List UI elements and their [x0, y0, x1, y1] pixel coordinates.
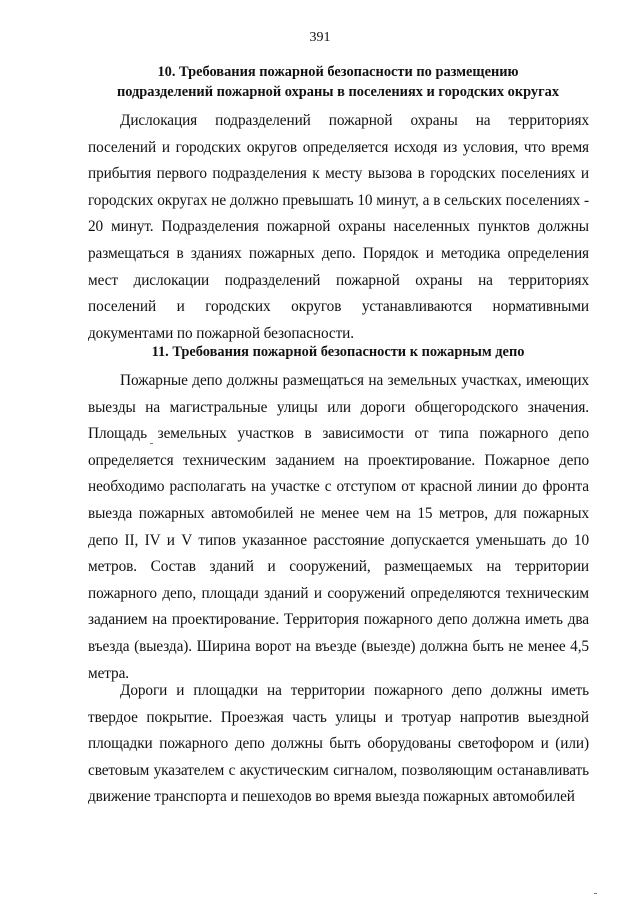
section-10-paragraph: Дислокация подразделений пожарной охраны на территориях поселений и городских округов определяется исходя из условия, что время прибытия первого подразделения к месту вызова в городских поселениях и городских округах не должно превышать 10 минут, а в сельских поселениях - 20 минут. Подразделения пожарной охраны населенных пунктов должны размещаться в зданиях пожарных депо. Порядок и методика определения мест дислокации подразделений пожарной охраны на территориях поселений и городских округов устанавливаются нормативными документами по пожарной безопасности.: [88, 112, 589, 342]
section-10-heading: [88, 62, 588, 102]
section-11-paragraph-2: Дороги и площадки на территории пожарного депо должны иметь твердое покрытие. Проезжая часть улицы и тротуар напротив выездной площадки пожарного депо должны быть оборудованы светофором и (или) световым указателем с акустическим сигналом, позволяющим останавливать движение транспорта и пешеходов во время выезда пожарных автомобилей: [88, 682, 589, 806]
page-number: 391: [309, 30, 331, 45]
section-10-heading-line-2: подразделений пожарной охраны в поселениях и городских округах: [116, 84, 560, 100]
scan-speck: [594, 893, 597, 894]
section-11-paragraph-1: Пожарные депо должны размещаться на земельных участках, имеющих выезды на магистральные улицы или дороги общегородского значения. Площадь земельных участков в зависимости от типа пожарного депо определяется техническим заданием на проектирование. Пожарное депо необходимо располагать на участке с отступом от красной линии до фронта выезда пожарных автомобилей не менее чем на 15 метров, для пожарных депо II, IV и V типов указанное расстояние допускается уменьшать до 10 метров. Состав зданий и сооружений, размещаемых на территории пожарного депо, площади зданий и сооружений определяются техническим заданием на проектирование. Территория пожарного депо должна иметь два въезда (выезда). Ширина ворот на въезде (выезде) должна быть не менее 4,5 метра.: [88, 372, 589, 682]
section-10-heading-line-1: 10. Требования пожарной безопасности по размещению: [157, 64, 519, 80]
scan-speck: [150, 443, 153, 444]
section-11-heading: 11. Требования пожарной безопасности к пожарным депо: [151, 344, 525, 360]
